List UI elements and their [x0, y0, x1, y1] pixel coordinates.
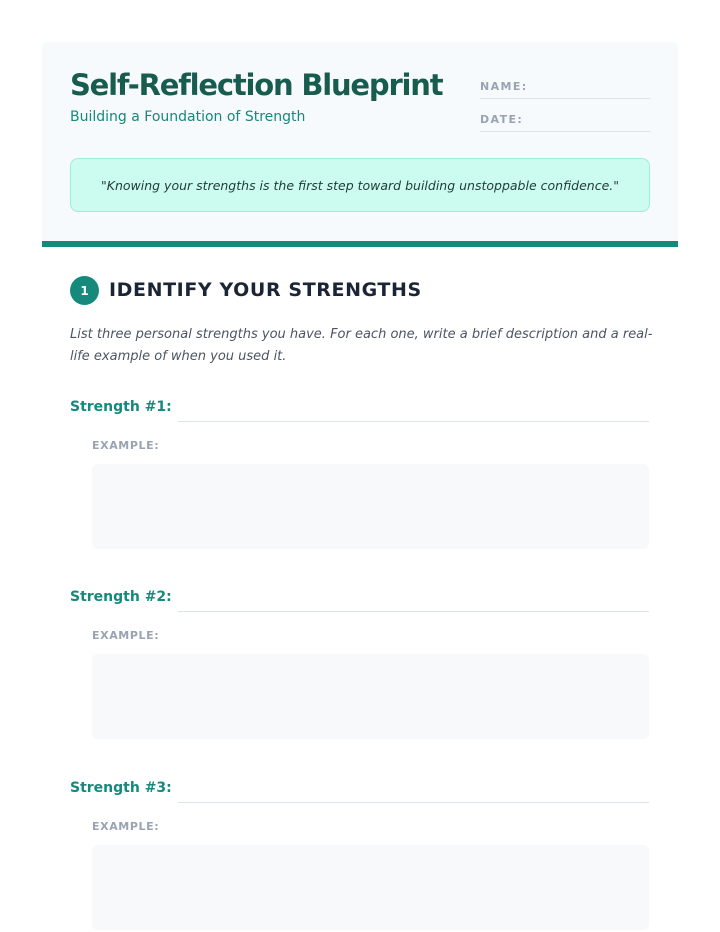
section-title: IDENTIFY YOUR STRENGTHS — [109, 279, 422, 301]
strength-block-1 — [42, 399, 678, 559]
quote-box — [70, 158, 650, 212]
strength-label: Strength #1: — [70, 399, 172, 415]
date-field[interactable] — [480, 113, 650, 132]
strength-block-2 — [42, 589, 678, 749]
example-input-box[interactable] — [92, 464, 649, 549]
strength-input-line[interactable] — [178, 611, 649, 612]
page-title: Self-Reflection Blueprint — [70, 68, 443, 102]
example-input-box[interactable] — [92, 845, 649, 930]
name-label: NAME: — [480, 80, 528, 93]
strength-block-3 — [42, 780, 678, 932]
worksheet-page — [42, 42, 678, 932]
section-instructions: List three personal strengths you have. For each one, write a brief description and a real-life example of when you used it. — [70, 327, 653, 364]
date-label: DATE: — [480, 113, 524, 126]
strength-input-line[interactable] — [178, 802, 649, 803]
strength-input-line[interactable] — [178, 421, 649, 422]
header — [42, 42, 678, 241]
strength-label: Strength #3: — [70, 780, 172, 796]
section-number-badge: 1 — [70, 276, 99, 305]
page-subtitle: Building a Foundation of Strength — [70, 109, 306, 125]
quote-text: "Knowing your strengths is the first step toward building unstoppable confidence." — [101, 177, 619, 193]
strength-label: Strength #2: — [70, 589, 172, 605]
example-label: EXAMPLE: — [92, 439, 160, 452]
example-label: EXAMPLE: — [92, 820, 160, 833]
example-input-box[interactable] — [92, 654, 649, 739]
name-field[interactable] — [480, 80, 650, 99]
header-divider — [42, 241, 678, 247]
example-label: EXAMPLE: — [92, 629, 160, 642]
